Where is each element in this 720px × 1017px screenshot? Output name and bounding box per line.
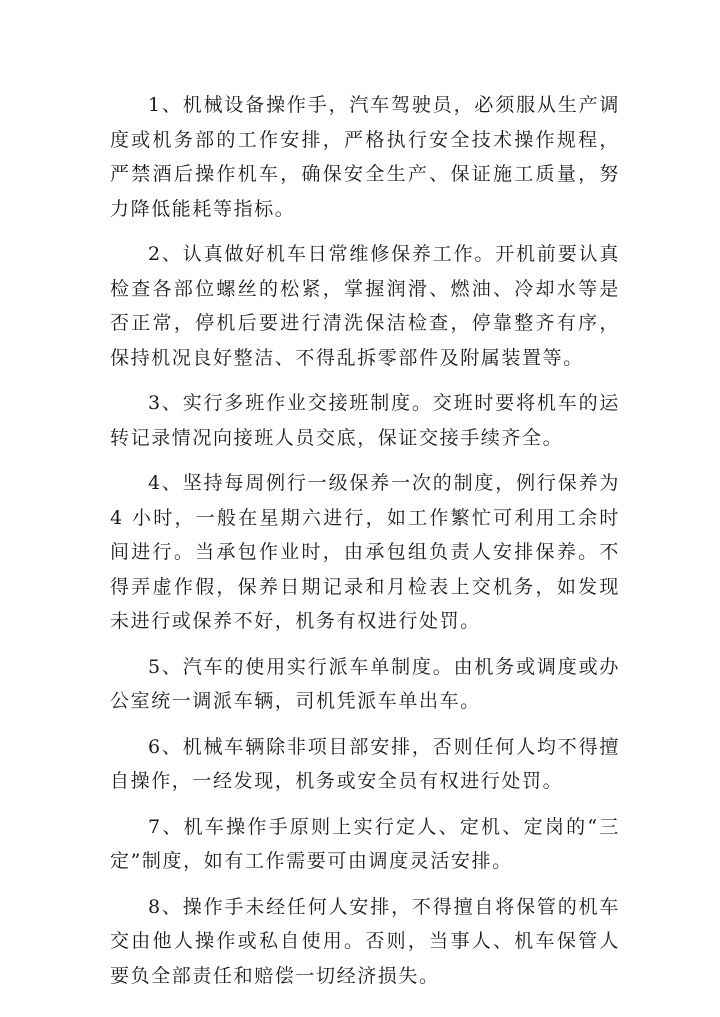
paragraph-2: 2、认真做好机车日常维修保养工作。开机前要认真检查各部位螺丝的松紧，掌握润滑、燃油、冷却水等是否正常，停机后要进行清洗保洁检查，停靠整齐有序，保持机况良好整洁、不得乱拆零部件及附属装置等。 [110, 243, 620, 369]
paragraph-1: 1、机械设备操作手，汽车驾驶员，必须服从生产调度或机务部的工作安排，严格执行安全技术操作规程，严禁酒后操作机车，确保安全生产、保证施工质量，努力降低能耗等指标。 [110, 94, 620, 220]
paragraph-5: 5、汽车的使用实行派车单制度。由机务或调度或办公室统一调派车辆，司机凭派车单出车。 [110, 655, 620, 712]
paragraph-8: 8、操作手未经任何人安排，不得擅自将保管的机车交由他人操作或私自使用。否则，当事人、机车保管人要负全部责任和赔偿一切经济损失。 [110, 895, 620, 987]
paragraph-4: 4、坚持每周例行一级保养一次的制度，例行保养为 4 小时，一般在星期六进行，如工作繁忙可利用工余时间进行。当承包作业时，由承包组负责人安排保养。不得弄虚作假，保养日期记录和月检表上交机务，如发现未进行或保养不好，机务有权进行处罚。 [110, 472, 620, 632]
paragraph-3: 3、实行多班作业交接班制度。交班时要将机车的运转记录情况向接班人员交底，保证交接手续齐全。 [110, 392, 620, 449]
document-body [110, 88, 620, 1004]
paragraph-7: 7、机车操作手原则上实行定人、定机、定岗的“三定”制度，如有工作需要可由调度灵活安排。 [110, 815, 620, 872]
paragraph-6: 6、机械车辆除非项目部安排，否则任何人均不得擅自操作，一经发现，机务或安全员有权进行处罚。 [110, 735, 620, 792]
